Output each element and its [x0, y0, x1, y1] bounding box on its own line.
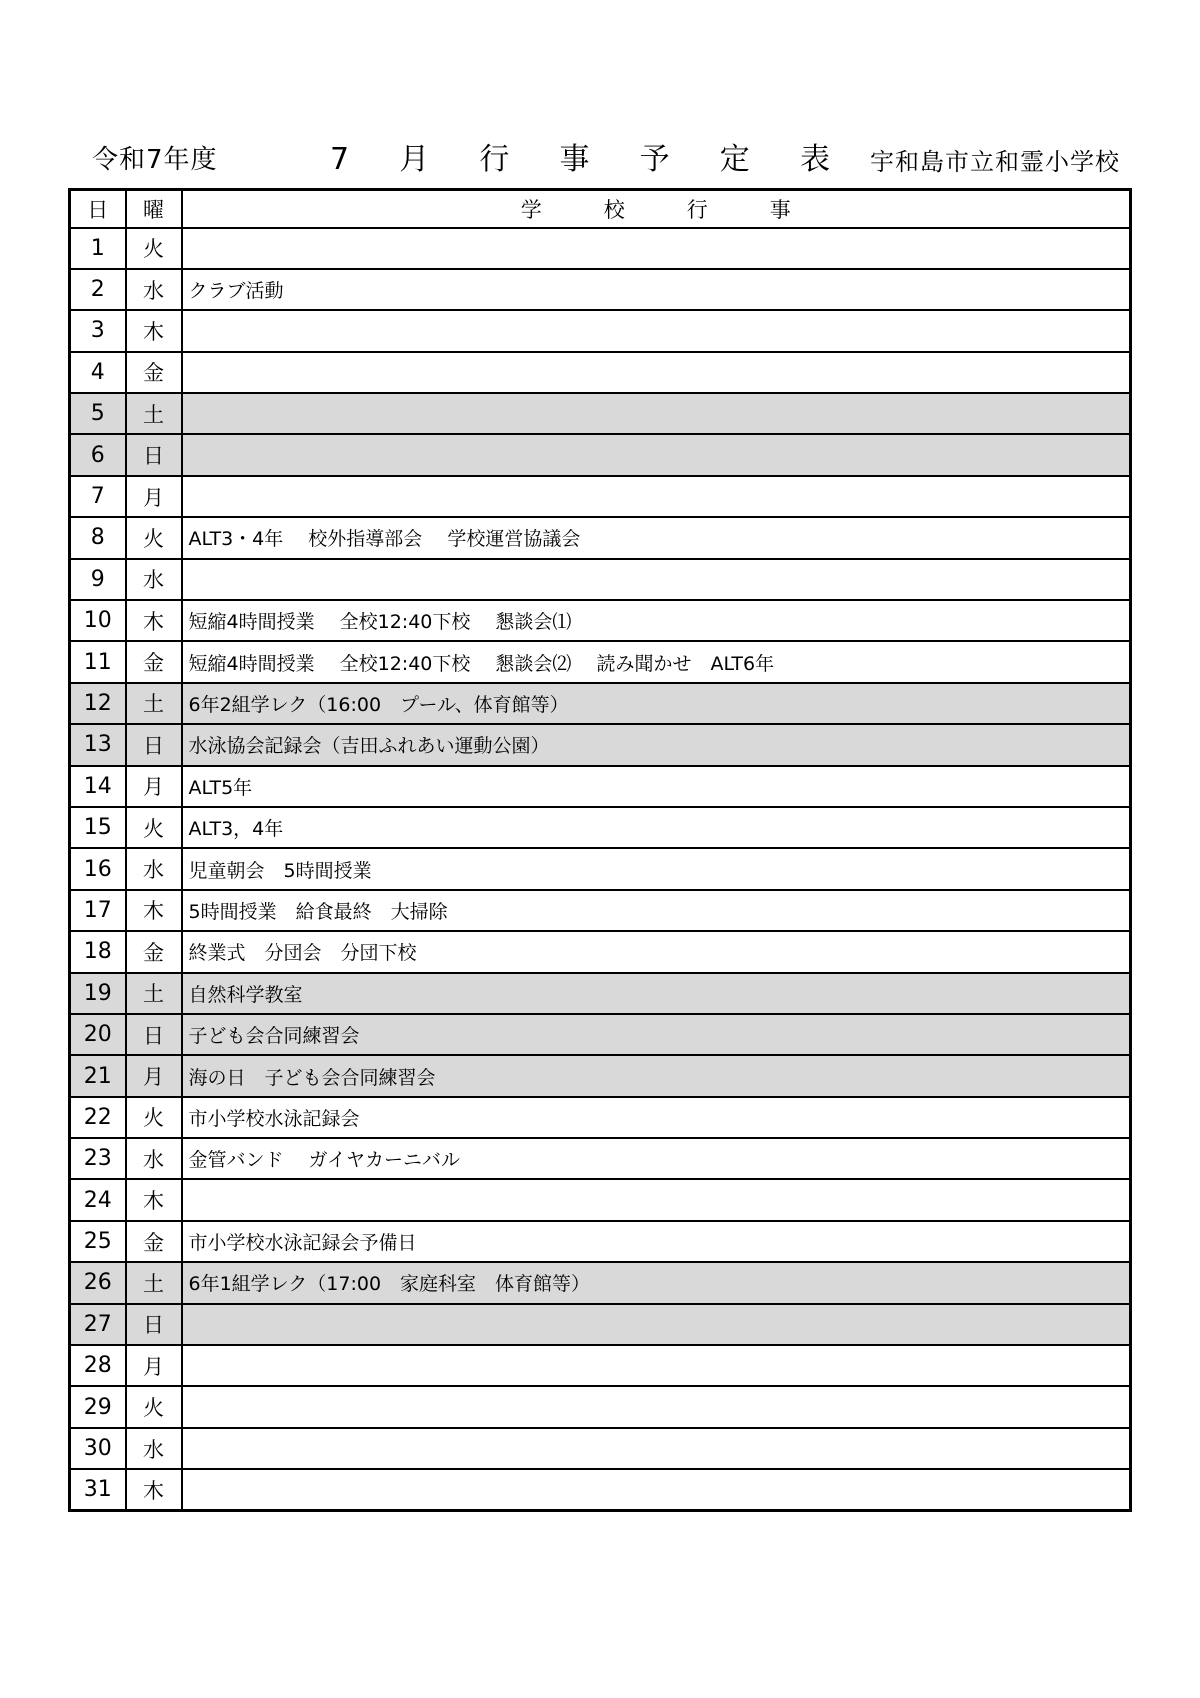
event-cell: 終業式 分団会 分団下校	[182, 931, 1131, 972]
weekday-cell: 水	[126, 848, 182, 889]
title-char: 7	[330, 142, 350, 177]
day-cell: 2	[70, 269, 126, 310]
weekday-cell: 水	[126, 269, 182, 310]
weekday-cell: 水	[126, 1138, 182, 1179]
day-cell: 15	[70, 807, 126, 848]
day-cell: 22	[70, 1097, 126, 1138]
table-row	[70, 641, 1131, 682]
day-cell: 16	[70, 848, 126, 889]
day-cell: 26	[70, 1262, 126, 1303]
weekday-cell: 月	[126, 476, 182, 517]
day-cell: 12	[70, 683, 126, 724]
day-cell: 28	[70, 1345, 126, 1386]
weekday-cell: 月	[126, 1055, 182, 1096]
day-cell: 14	[70, 766, 126, 807]
events-heading	[521, 194, 791, 224]
day-cell: 9	[70, 559, 126, 600]
table-row	[70, 600, 1131, 641]
events-heading-char: 学	[520, 197, 542, 222]
event-cell	[182, 1304, 1131, 1345]
day-cell: 17	[70, 890, 126, 931]
day-cell: 5	[70, 393, 126, 434]
event-cell: 短縮4時間授業 全校12:40下校 懇談会⑴	[182, 600, 1131, 641]
table-row	[70, 973, 1131, 1014]
table-row	[70, 807, 1131, 848]
event-cell: 5時間授業 給食最終 大掃除	[182, 890, 1131, 931]
column-header-day: 日	[70, 190, 126, 228]
event-cell: ALT3・4年 校外指導部会 学校運営協議会	[182, 517, 1131, 558]
event-cell: 海の日 子ども会合同練習会	[182, 1055, 1131, 1096]
weekday-cell: 火	[126, 1097, 182, 1138]
table-row	[70, 724, 1131, 765]
weekday-cell: 木	[126, 890, 182, 931]
event-cell	[182, 352, 1131, 393]
weekday-cell: 金	[126, 641, 182, 682]
table-row	[70, 352, 1131, 393]
events-heading-char: 事	[769, 197, 791, 222]
weekday-cell: 月	[126, 766, 182, 807]
table-row	[70, 848, 1131, 889]
day-cell: 3	[70, 310, 126, 351]
table-row	[70, 1428, 1131, 1469]
event-cell: クラブ活動	[182, 269, 1131, 310]
event-cell: 市小学校水泳記録会予備日	[182, 1221, 1131, 1262]
table-row	[70, 1221, 1131, 1262]
weekday-cell: 土	[126, 393, 182, 434]
weekday-cell: 日	[126, 434, 182, 475]
weekday-cell: 土	[126, 683, 182, 724]
table-row	[70, 476, 1131, 517]
day-cell: 8	[70, 517, 126, 558]
event-cell	[182, 310, 1131, 351]
title-char: 予	[639, 142, 670, 177]
event-cell	[182, 1428, 1131, 1469]
event-cell	[182, 1469, 1131, 1510]
day-cell: 29	[70, 1386, 126, 1427]
events-heading-char: 校	[603, 197, 625, 222]
table-row	[70, 1262, 1131, 1303]
day-cell: 21	[70, 1055, 126, 1096]
weekday-cell: 木	[126, 1179, 182, 1220]
weekday-cell: 月	[126, 1345, 182, 1386]
event-cell	[182, 1345, 1131, 1386]
weekday-cell: 金	[126, 931, 182, 972]
day-cell: 6	[70, 434, 126, 475]
weekday-cell: 水	[126, 1428, 182, 1469]
event-cell: 6年2組学レク（16:00 プール、体育館等）	[182, 683, 1131, 724]
title-char: 月	[399, 142, 430, 177]
event-cell: ALT5年	[182, 766, 1131, 807]
table-row	[70, 1345, 1131, 1386]
table-row	[70, 1386, 1131, 1427]
event-cell	[182, 393, 1131, 434]
school-name: 宇和島市立和霊小学校	[870, 148, 1120, 176]
column-header-weekday: 曜	[126, 190, 182, 228]
table-row	[70, 683, 1131, 724]
event-cell: 短縮4時間授業 全校12:40下校 懇談会⑵ 読み聞かせ ALT6年	[182, 641, 1131, 682]
event-cell: 児童朝会 5時間授業	[182, 848, 1131, 889]
table-row	[70, 517, 1131, 558]
weekday-cell: 日	[126, 1014, 182, 1055]
table-header-row	[70, 190, 1131, 228]
day-cell: 25	[70, 1221, 126, 1262]
table-row	[70, 1138, 1131, 1179]
weekday-cell: 木	[126, 600, 182, 641]
document-title	[330, 140, 830, 180]
event-cell	[182, 434, 1131, 475]
table-row	[70, 1014, 1131, 1055]
weekday-cell: 木	[126, 310, 182, 351]
weekday-cell: 火	[126, 228, 182, 269]
day-cell: 10	[70, 600, 126, 641]
event-cell	[182, 228, 1131, 269]
day-cell: 23	[70, 1138, 126, 1179]
day-cell: 24	[70, 1179, 126, 1220]
weekday-cell: 金	[126, 1221, 182, 1262]
event-cell	[182, 1386, 1131, 1427]
events-heading-char: 行	[686, 197, 708, 222]
title-char: 定	[719, 142, 750, 177]
table-row	[70, 1304, 1131, 1345]
day-cell: 30	[70, 1428, 126, 1469]
schedule-body	[70, 228, 1131, 1511]
event-cell: 水泳協会記録会（吉田ふれあい運動公園）	[182, 724, 1131, 765]
day-cell: 1	[70, 228, 126, 269]
weekday-cell: 土	[126, 973, 182, 1014]
table-row	[70, 310, 1131, 351]
table-row	[70, 393, 1131, 434]
weekday-cell: 日	[126, 724, 182, 765]
table-row	[70, 1055, 1131, 1096]
event-cell	[182, 559, 1131, 600]
weekday-cell: 火	[126, 1386, 182, 1427]
event-cell: 市小学校水泳記録会	[182, 1097, 1131, 1138]
table-row	[70, 269, 1131, 310]
table-row	[70, 931, 1131, 972]
page-header	[0, 140, 1200, 180]
schedule-table	[68, 188, 1132, 1512]
day-cell: 18	[70, 931, 126, 972]
weekday-cell: 木	[126, 1469, 182, 1510]
table-row	[70, 1097, 1131, 1138]
event-cell: 6年1組学レク（17:00 家庭科室 体育館等）	[182, 1262, 1131, 1303]
event-cell	[182, 1179, 1131, 1220]
table-row	[70, 434, 1131, 475]
table-row	[70, 890, 1131, 931]
title-char: 表	[799, 142, 830, 177]
column-header-events	[182, 190, 1131, 228]
weekday-cell: 土	[126, 1262, 182, 1303]
event-cell	[182, 476, 1131, 517]
weekday-cell: 火	[126, 807, 182, 848]
day-cell: 27	[70, 1304, 126, 1345]
table-row	[70, 1469, 1131, 1510]
table-row	[70, 559, 1131, 600]
day-cell: 7	[70, 476, 126, 517]
title-char: 事	[559, 142, 590, 177]
weekday-cell: 水	[126, 559, 182, 600]
day-cell: 13	[70, 724, 126, 765]
day-cell: 11	[70, 641, 126, 682]
weekday-cell: 金	[126, 352, 182, 393]
table-row	[70, 228, 1131, 269]
table-row	[70, 766, 1131, 807]
title-char: 行	[479, 142, 510, 177]
event-cell: 子ども会合同練習会	[182, 1014, 1131, 1055]
event-cell: ALT3，4年	[182, 807, 1131, 848]
day-cell: 31	[70, 1469, 126, 1510]
table-row	[70, 1179, 1131, 1220]
weekday-cell: 火	[126, 517, 182, 558]
event-cell: 自然科学教室	[182, 973, 1131, 1014]
event-cell: 金管バンド ガイヤカーニバル	[182, 1138, 1131, 1179]
day-cell: 19	[70, 973, 126, 1014]
day-cell: 4	[70, 352, 126, 393]
weekday-cell: 日	[126, 1304, 182, 1345]
fiscal-year: 令和7年度	[92, 145, 218, 175]
day-cell: 20	[70, 1014, 126, 1055]
